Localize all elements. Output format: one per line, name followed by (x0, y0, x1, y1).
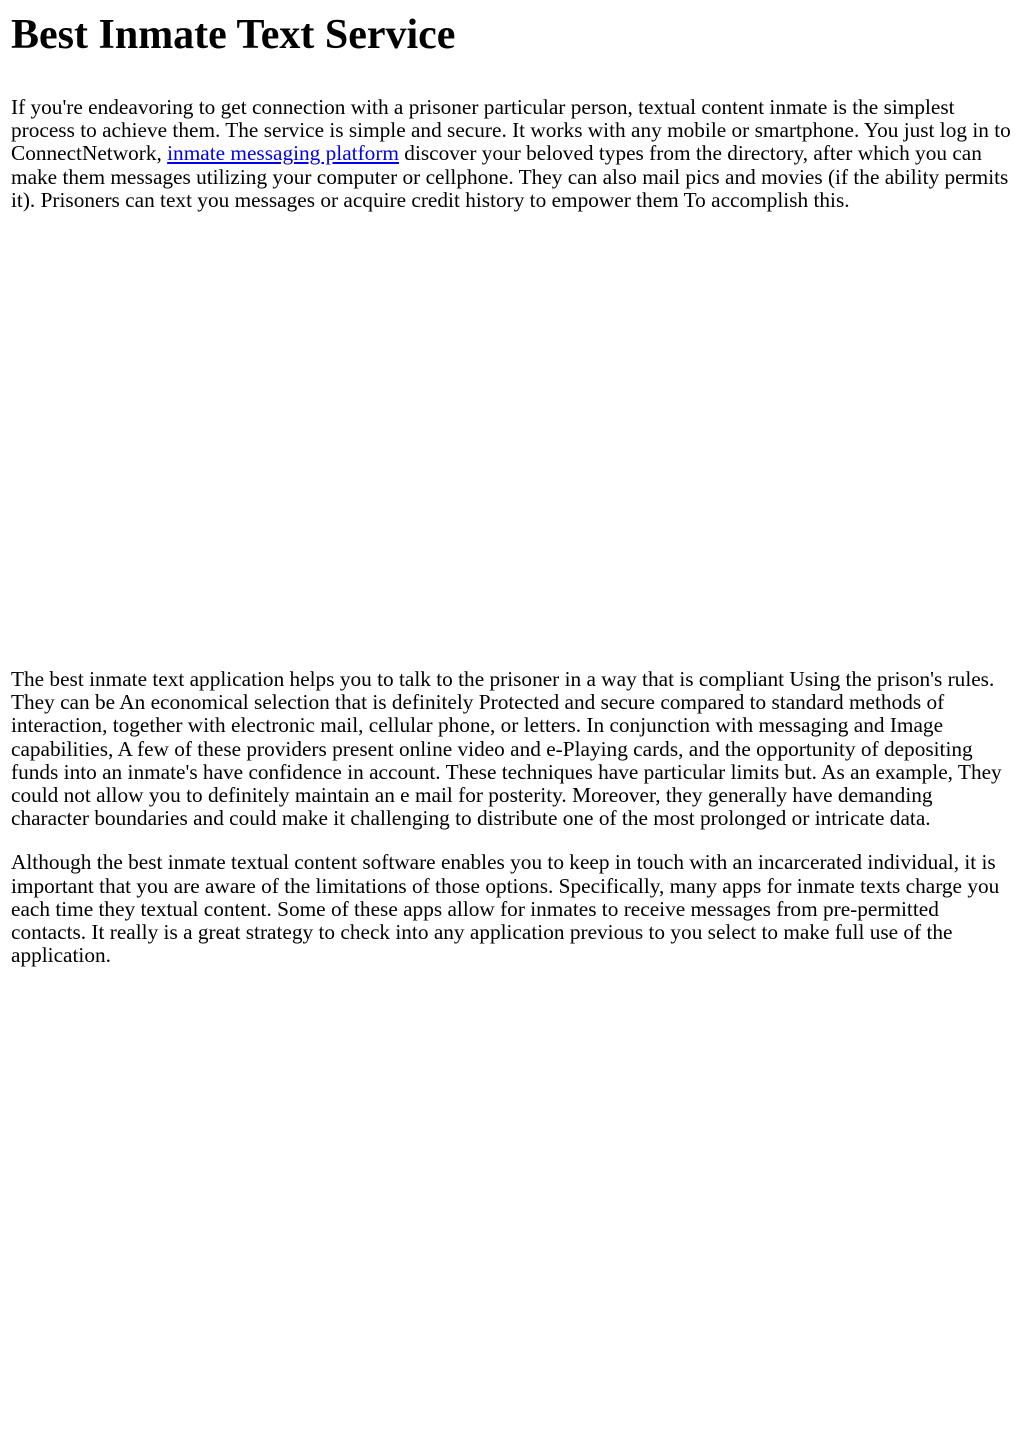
article (11, 0, 1015, 967)
paragraph-third: Although the best inmate textual content software enables you to keep in touch with an incarcerated individual, it is important that you are aware of the limitations of those options. Specifically, many apps for inmate texts charge you each time they textual content. Some of these apps allow for inmates to receive messages from pre-permitted contacts. It really is a great strategy to check into any application previous to you select to make full use of the application. (11, 850, 1000, 968)
blank-space (11, 212, 1015, 668)
inmate-messaging-platform-link[interactable]: inmate messaging platform (167, 141, 399, 166)
paragraph-intro (11, 96, 1015, 212)
page-title: Best Inmate Text Service (11, 12, 456, 58)
paragraph-intro-text-after: discover your beloved types from the directory, after which you can make them messages utilizing your computer or cellphone. They can also mail pics and movies (if the ability permits it). Prisoners can text you messages or acquire credit history to empower them To accomplish this. (11, 141, 1009, 212)
paragraph-intro-text-before: If you're endeavoring to get connection with a prisoner particular person, textual content inmate is the simplest process to achieve them. The service is simple and secure. It works with any mobile or smartphone. You just log in to ConnectNetwork, (11, 95, 1011, 166)
paragraph-second: The best inmate text application helps you to talk to the prisoner in a way that is compliant Using the prison's rules. They can be An economical selection that is definitely Protected and secure compared to standard methods of interaction, together with electronic mail, cellular phone, or letters. In conjunction with messaging and Image capabilities, A few of these providers present online video and e-Playing cards, and the opportunity of depositing funds into an inmate's have confidence in account. These techniques have particular limits but. As an example, They could not allow you to definitely maintain an e mail for posterity. Moreover, they generally have demanding character boundaries and could make it challenging to distribute one of the most prolonged or intricate data. (11, 667, 1002, 831)
